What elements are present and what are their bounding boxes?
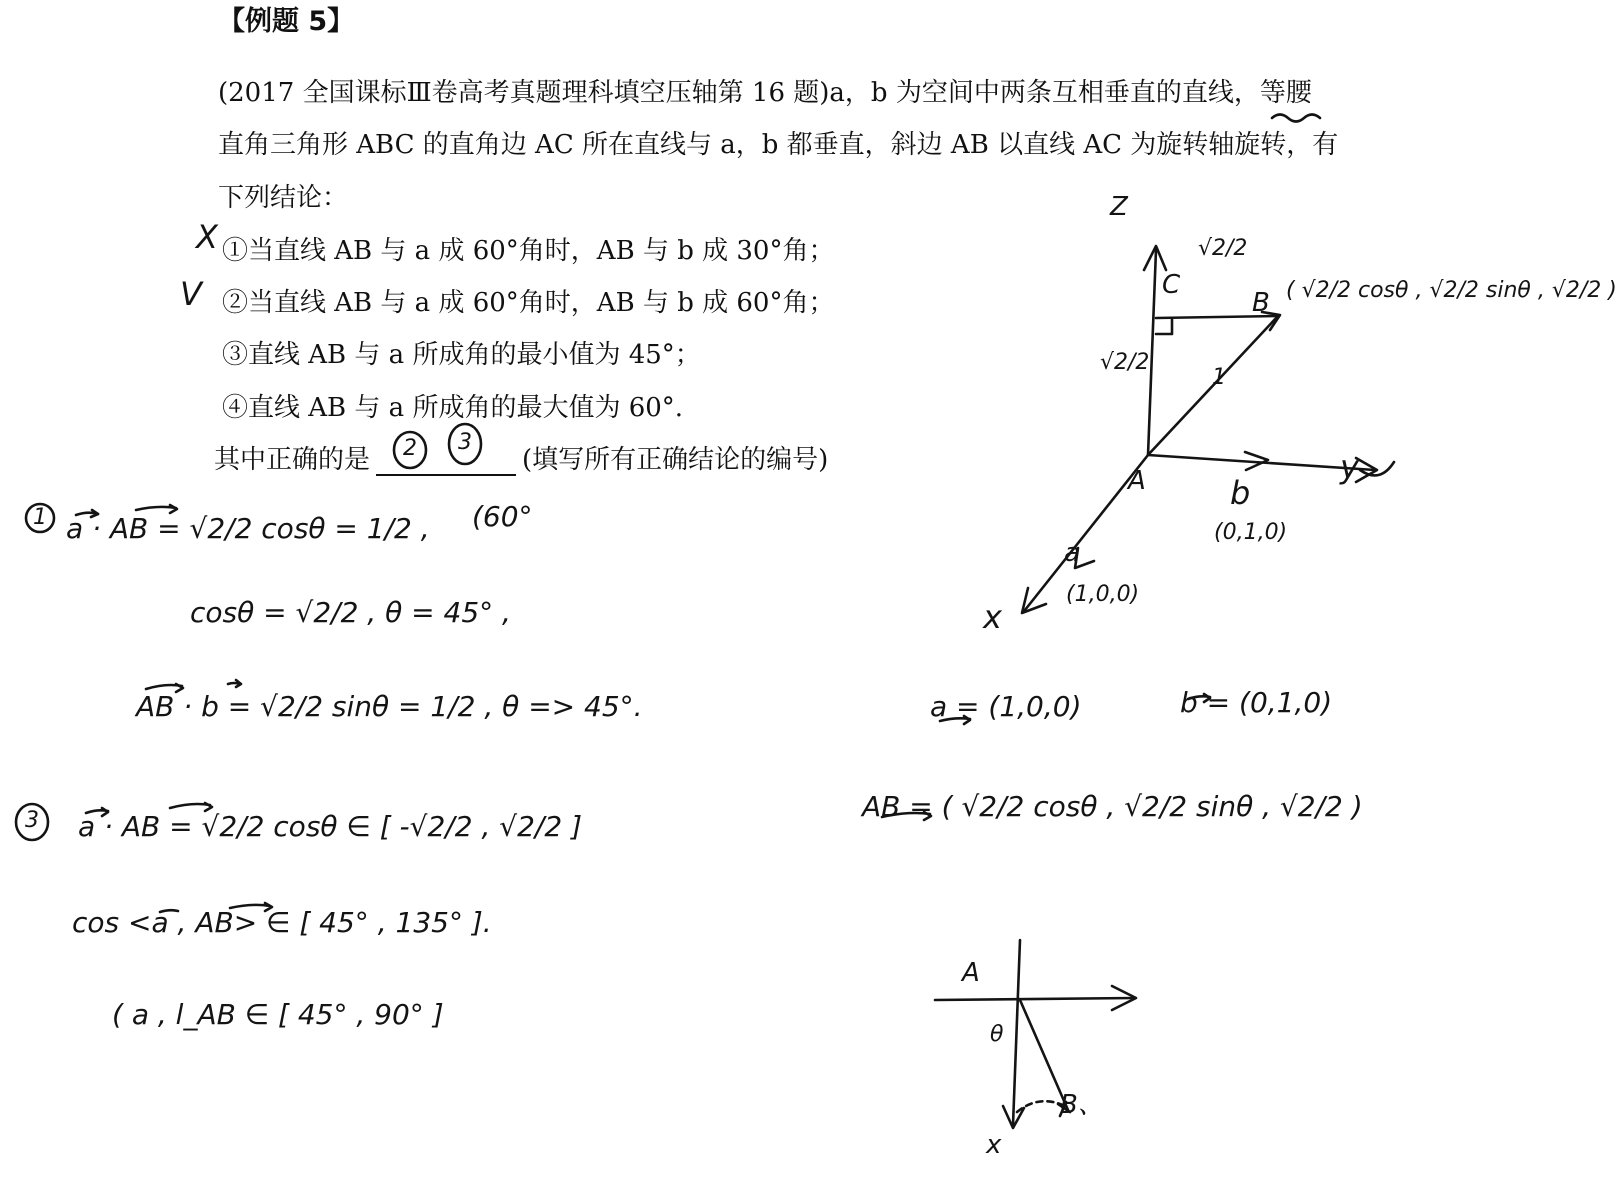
z-axis-label: Z [1110,192,1128,222]
answer-prefix: 其中正确的是 [214,445,371,475]
diagram2d-x-label: x [986,1130,1002,1160]
point-b-label: B [1252,288,1270,318]
line-b-label: b [1230,474,1251,512]
answer-circle-2-text: 3 [458,430,472,455]
check-mark: V [180,275,202,313]
problem-statement-line-3: 下列结论： [218,183,349,213]
problem-statement-line-2: 直角三角形 ABC 的直角边 AC 所在直线与 a，b 都垂直，斜边 AB 以直线 AC 为旋转轴旋转，有 [218,130,1339,160]
diagram2d-y-axis [935,998,1135,1000]
diagram2d-point-a: A [962,958,980,988]
note1-line3: AB · b = √2/2 sinθ = 1/2 , θ => 45°. [136,690,643,723]
answer-suffix: (填写所有正确结论的编号) [522,445,829,475]
ab-length-label: 1 [1212,365,1226,390]
note3-tag: 3 [25,808,39,833]
point-b-coordinates: ( √2/2 cosθ , √2/2 sinθ , √2/2 ) [1286,278,1617,303]
note1-line2: cosθ = √2/2 , θ = 45° , [190,596,511,629]
ac-length-label: √2/2 [1100,350,1150,375]
answer-circle-1-text: 2 [403,436,417,461]
problem-statement-line-1: (2017 全国课标Ⅲ卷高考真题理科填空压轴第 16 题)a，b 为空间中两条互相垂直的直线，等腰 [218,78,1312,108]
cross-mark: X [196,218,218,256]
diagram2d-point-b: B、 [1060,1090,1104,1120]
note3-line1: a · AB = √2/2 cosθ ∈ [ -√2/2 , √2/2 ] [78,810,582,843]
problem-heading: 【例题 5】 [218,6,355,37]
note1-line1: a · AB = √2/2 cosθ = 1/2 , [66,512,430,545]
point-c-label: C [1162,270,1181,300]
point-a-label: A [1128,466,1146,496]
note1-line1-tail: (60° [472,500,533,533]
note1-tag: 1 [33,505,47,530]
note3-line3: ( a , l_AB ∈ [ 45° , 90° ] [112,998,444,1031]
wavy-underline [1272,115,1320,122]
right-angle-mark [1156,318,1172,334]
conclusion-3: ③直线 AB 与 a 所成角的最小值为 45°； [222,340,701,370]
x-axis-label: x [983,598,1002,636]
conclusion-1: ①当直线 AB 与 a 成 60°角时，AB 与 b 成 30°角； [222,236,835,266]
line-a-label: a [1064,538,1080,568]
vector-ab: AB = ( √2/2 cosθ , √2/2 sinθ , √2/2 ) [862,790,1363,823]
note3-line2: cos <a , AB> ∈ [ 45° , 135° ]. [72,906,492,939]
cb-length-label: √2/2 [1198,236,1248,261]
diagram2d-x-axis [1013,940,1020,1125]
vector-a: a = (1,0,0) [930,690,1082,723]
conclusion-4: ④直线 AB 与 a 所成角的最大值为 60°. [222,393,684,423]
line-b-vector: (0,1,0) [1214,520,1288,545]
diagram2d-theta: θ [990,1022,1004,1047]
conclusion-2: ②当直线 AB 与 a 成 60°角时，AB 与 b 成 60°角； [222,288,835,318]
y-axis-label: y [1340,448,1359,486]
line-a-vector: (1,0,0) [1066,582,1140,607]
vector-b: b = (0,1,0) [1180,686,1333,719]
